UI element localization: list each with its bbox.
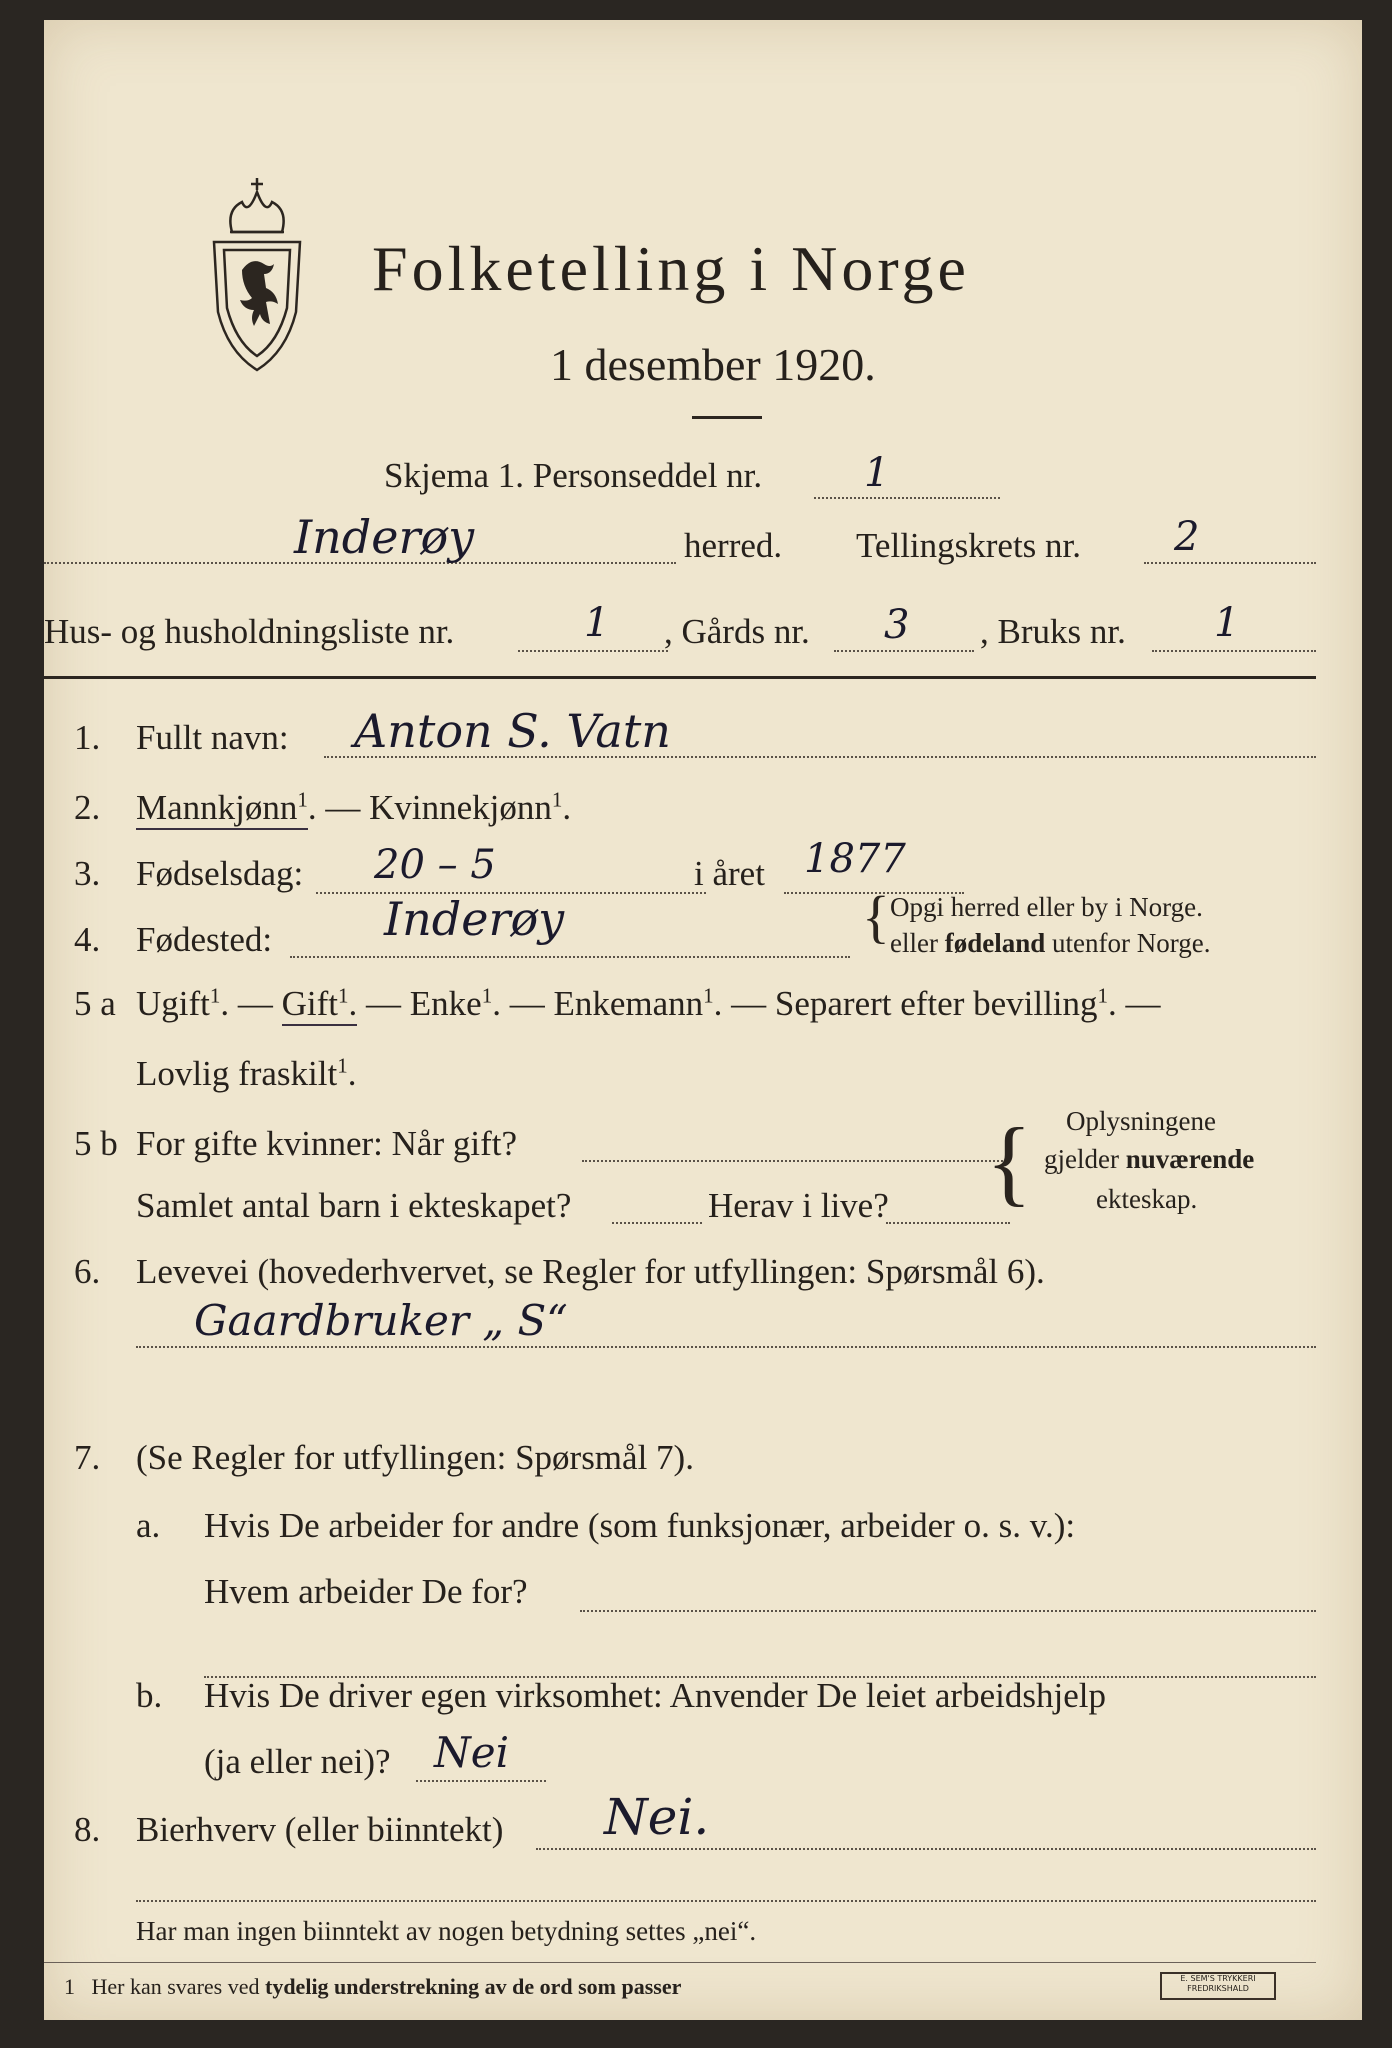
skjema-label: Skjema 1. Personseddel nr. <box>384 456 763 495</box>
q5b-label-1: For gifte kvinner: Når gift? <box>136 1124 518 1163</box>
footer-note: Har man ingen biinntekt av nogen betydning settes „nei“. <box>136 1916 757 1946</box>
q7a-text: Hvis De arbeider for andre (som funksjonær, arbeider o. s. v.): <box>204 1506 1076 1545</box>
q6-occupation: Gaardbruker „ S“ <box>194 1296 568 1345</box>
herred-label: herred. <box>684 526 783 565</box>
footnote: 1 Her kan svares ved tydelig understrekning av de ord som passer <box>64 1974 682 1999</box>
q5a-gift: Gift$^1$. <box>282 984 358 1026</box>
hus-nr: 1 <box>584 600 610 646</box>
q3-birth-year: 1877 <box>804 836 906 882</box>
q7b-question: (ja eller nei)? <box>204 1742 391 1781</box>
q5a-separert: Separert efter bevilling$^1$. <box>774 983 1117 1023</box>
q7b-text: Hvis De driver egen virksomhet: Anvender De leiet arbeidshjelp <box>204 1676 1106 1715</box>
q3-label: Fødselsdag: <box>136 854 304 893</box>
q5b-line-3 <box>886 1222 1010 1224</box>
q7-number: 7. <box>74 1438 101 1477</box>
q7a-line-1 <box>580 1610 1316 1612</box>
q7a-number: a. <box>136 1506 161 1545</box>
q8-number: 8. <box>74 1810 101 1849</box>
q6-line <box>136 1346 1316 1348</box>
bruks-label: , Bruks nr. <box>980 612 1126 651</box>
norway-coat-of-arms-icon <box>202 170 312 380</box>
q5b-line-2 <box>612 1222 702 1224</box>
q5a-enkemann: Enkemann$^1$. <box>553 983 723 1023</box>
q4-note-2: eller fødeland utenfor Norge. <box>890 928 1211 958</box>
q5b-note-2: gjelder nuværende <box>1044 1144 1255 1174</box>
q4-note-1: Opgi herred eller by i Norge. <box>890 892 1203 922</box>
q5b-note-3: ekteskap. <box>1096 1184 1198 1214</box>
q6-label: Levevei (hovederhvervet, se Regler for utfyllingen: Spørsmål 6). <box>136 1252 1045 1291</box>
header-divider <box>44 676 1316 679</box>
q3-year-label: i året <box>694 854 765 893</box>
q8-answer: Nei. <box>604 1788 710 1846</box>
q5a-options: Ugift$^1$. — Gift$^1$. — Enke$^1$. — Enkemann$^1$. — Separert efter bevilling$^1$. — <box>136 984 1161 1024</box>
q5a-enke: Enke$^1$. <box>409 983 501 1023</box>
q6-number: 6. <box>74 1252 101 1291</box>
q5b-note-brace: { <box>986 1108 1033 1215</box>
q2-number: 2. <box>74 788 101 827</box>
tellingskrets-label: Tellingskrets nr. <box>856 526 1082 565</box>
q1-full-name: Anton S. Vatn <box>354 704 671 758</box>
printer-stamp: E. SEM'S TRYKKERI FREDRIKSHALD <box>1160 1972 1276 2000</box>
q7a-question: Hvem arbeider De for? <box>204 1572 528 1611</box>
herred-value: Inderøy <box>294 510 475 564</box>
personseddel-nr: 1 <box>864 450 890 496</box>
q4-label: Fødested: <box>136 920 273 959</box>
gards-label: , Gårds nr. <box>664 612 810 651</box>
q4-number: 4. <box>74 920 101 959</box>
q3-birth-date: 20 – 5 <box>374 842 496 888</box>
q2-male-option: Mannkjønn$^1$ <box>136 788 308 830</box>
q7b-number: b. <box>136 1676 163 1715</box>
q8-label: Bierhverv (eller biinntekt) <box>136 1810 504 1849</box>
q5b-line-1 <box>582 1160 1010 1162</box>
q7-label: (Se Regler for utfyllingen: Spørsmål 7). <box>136 1438 694 1477</box>
q3-number: 3. <box>74 854 101 893</box>
hus-line <box>518 650 668 652</box>
q5b-label-3: Herav i live? <box>708 1186 889 1225</box>
census-form-page <box>44 20 1362 2020</box>
form-title: Folketelling i Norge <box>372 233 970 304</box>
q5a-number: 5 a <box>74 984 116 1023</box>
q4-birthplace: Inderøy <box>384 892 565 946</box>
gards-line <box>834 650 974 652</box>
q1-number: 1. <box>74 718 101 757</box>
q7b-answer: Nei <box>434 1728 510 1777</box>
hus-label: Hus- og husholdningsliste nr. <box>44 612 455 651</box>
q7b-line <box>416 1780 546 1782</box>
q5a-ugift: Ugift$^1$. <box>136 983 230 1023</box>
q2-sex-options: Mannkjønn$^1$. — Kvinnekjønn$^1$. <box>136 788 571 828</box>
title-divider <box>692 416 762 419</box>
q5b-note-1: Oplysningene <box>1066 1106 1216 1136</box>
q1-label: Fullt navn: <box>136 718 289 757</box>
gards-nr: 3 <box>884 602 910 648</box>
tellingskrets-line <box>1144 562 1316 564</box>
q5a-lovlig-fraskilt: Lovlig fraskilt$^1$. <box>136 1053 357 1093</box>
census-date: 1 desember 1920. <box>550 339 876 390</box>
q8-line <box>536 1848 1316 1850</box>
bruks-nr: 1 <box>1214 600 1240 646</box>
q5b-number: 5 b <box>74 1124 118 1163</box>
q4-line <box>290 956 850 958</box>
footer-divider <box>44 1962 1316 1963</box>
tellingskrets-nr: 2 <box>1174 514 1200 560</box>
q4-note-brace: { <box>862 884 890 949</box>
bruks-line <box>1152 650 1316 652</box>
q8-line-2 <box>136 1900 1316 1902</box>
q5b-label-2: Samlet antal barn i ekteskapet? <box>136 1186 572 1225</box>
q2-female-option: Kvinnekjønn$^1$ <box>369 787 563 827</box>
personseddel-line <box>814 497 1000 499</box>
